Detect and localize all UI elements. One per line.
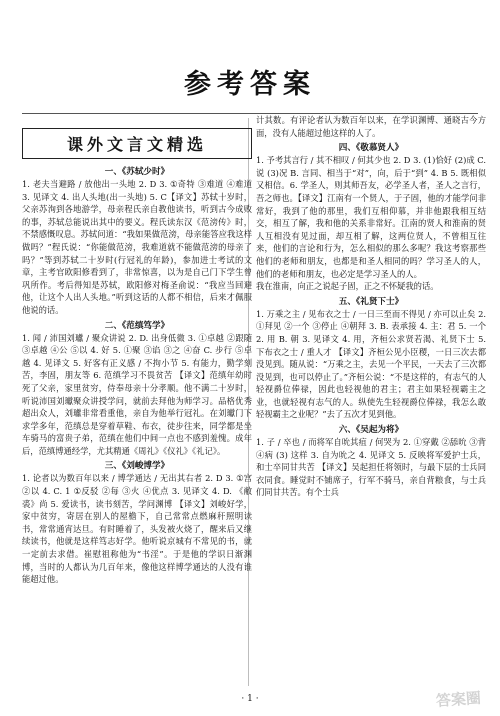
right-column-body [256,114,486,499]
answer-paragraph: 计其数。有评论者认为数百年以来，在学识渊博、通晓古今方面，没有人能超过他这样的人了。 [256,115,486,138]
answer-paragraph: 我在淮南，向正之说起子固，正之不怀疑我的话。 [256,281,439,292]
answer-paragraph: 1. 论者以为数百年以来 / 博学通达 / 无出其右者 2. D 3. ①宫 ②以 4. C. 1 ①反驳 ②每 ③火 ④优点 3. 见译文 4. D. 《敝裘》尚 5. 爱读书，读书刻苦，学问渊博 【译文】刘峻好学，家中贫穷，寄居在别人的屋檐下，自己常常点燃麻秆照明读书，常常通宵达旦。有时睡着了，头发被火烧了，醒来后又继续读书，他就是这样笃志好学。他听说京城有不常见的书，就一定前去求借。崔慰祖称他为“书淫”。于是他的学识日渐渊博，当时的人都认为几百年来，像他这样博学通达的人没有谁能超过他。 [22,473,252,585]
left-column [22,128,252,586]
section-heading: 一、《苏轼少时》 [104,167,170,177]
page-number: · 1 · [241,694,259,704]
right-column [256,114,486,499]
answer-paragraph: 1. 老夫当避路 / 放他出一头地 2. D 3. ①奇特 ③难道 ④难道 3. 见译文 4. 出人头地(出一头地) 5. C【译文】苏轼十岁时，父亲苏洵到各地游学，母亲程氏亲自教他读书，听到古今成败的事，苏轼总能说出其中的要义。程氏读东汉《范滂传》时，不禁感慨叹息。苏轼问道：“我如果做范滂，母亲能答应我这样做吗？”程氏说：“你能做范滂，我难道就不能做范滂的母亲了吗？”等到苏轼二十岁时(行冠礼的年龄)，参加进士考试的文章，主考官欧阳修看到了，非常惊喜，以为是自己门下学生曾巩所作。考后得知是苏轼，欧阳修对梅圣俞说：“我应当回避他，让这个人出人头地。”听到这话的人都不相信，后来才佩服他说的话。 [22,179,252,315]
answer-paragraph: 1. 闻 / 沛国刘瓛 / 聚众讲说 2. D. 出身低微 3. ①卓越 ②跟随 ③卓越 ④公 ⑤以 4. 好 5. ①聚 ③谄 ③之 ④奋 C. 步行 ⑤卓越 4. 见译文 5. 好客有正义感 / 不拘小节 5. 有能力，勤学刻苦，李固，朋友等 6. 范缜学习不畏贫苦 【译文】范缜年幼时死了父亲，家里贫穷，侍奉母亲十分孝顺。他不满二十岁时，听说沛国刘瓛聚众讲授学问，就前去拜他为师学习。品格优秀超出众人，刘瓛非常看重他，亲自为他举行冠礼。在刘瓛门下求学多年，范缜总是穿着草鞋、布衣，徒步往来，同学都是坐车骑马的富贵子弟，范缜在他们中间一点也不感到羞愧。成年后，范缜博通经学，尤其精通《周礼》《仪礼》《礼记》。 [22,332,252,456]
watermark-logo: 答案圈 [435,688,482,711]
left-column-body [22,165,252,586]
section-heading: 五、《礼贤下士》 [338,296,404,307]
section-heading: 三、《刘峻博学》 [104,461,170,472]
answer-paragraph: 1. 予考其言行 / 其不相叹 / 何其少也 2. D 3. (1)恰好 (2)成 C. 说 (3)况 B. 言同、相当于“对”，向，后于“到” 4. B 5. 既相似又相信。6. 学圣人，则其师吾友，必学圣人者，圣人之言行，吾之师也。【译文】江南有一个贤人，于子固，他的才能学问非常好，我到了他的那里，我们互相仰慕，并非他跟我相互结交，相互了解，我和他的关系非常好。江南的贤人和淮南的贤人互相没有见过面，却互相了解，这两位贤人，不曾相互往来，他们的言论和行为，怎么相似的那么多呢？我这考察那些他们的老师和朋友，也都是和圣人相同的吗？学习圣人的人，他们的老师和朋友，也必定是学习圣人的人。 [256,155,486,279]
section-heading: 六、《吴起为将》 [338,425,404,436]
section-heading: 二、《范缜笃学》 [104,320,170,331]
answer-paragraph: 1. 万乘之主 / 见布衣之士 / 一日三至而不得见 / 亦可以止矣 2. ①拜见 ②一个 ③停止 ④朝拜 3. B. 表承接 4. 主：君 5. 一个 2. 用 B. 朝 3. 见译文 4. 用，齐桓公求贤若渴、礼贤下士 5. 下布衣之士 / 重人才 【译文】齐桓公见小臣稷，一日三次去都没见到。随从说：“万乘之主，去见一个平民，一天去了三次都没见到，也可以停止了。”齐桓公说：“不是这样的，有志气的人轻视爵位俸禄，因此也轻视他的君主；君主如果轻视霸主之业，也就轻视有志气的人。纵使先生轻视爵位俸禄，我怎么敢轻视霸主之业呢？”去了五次才见到他。 [256,308,486,420]
section-banner: 课外文言文精选 [22,128,252,159]
answer-paragraph: 1. 子 / 卒也 / 而将军自吮其疽 / 何哭为 2. ①穿戴 ②舔吮 ③背 ④病 (3) 这样 3. 自为吮之 4. 见译文 5. 反映将军爱护士兵，和士卒同甘共苦 【译文】吴起担任将领时，与最下层的士兵同衣同食。睡觉时不铺席子，行军不骑马，亲自背粮食，与士兵们同甘共苦。有个士兵 [256,437,486,498]
section-heading: 四、《敬慕贤人》 [338,143,404,154]
page-title: 参考答案 [184,69,316,100]
